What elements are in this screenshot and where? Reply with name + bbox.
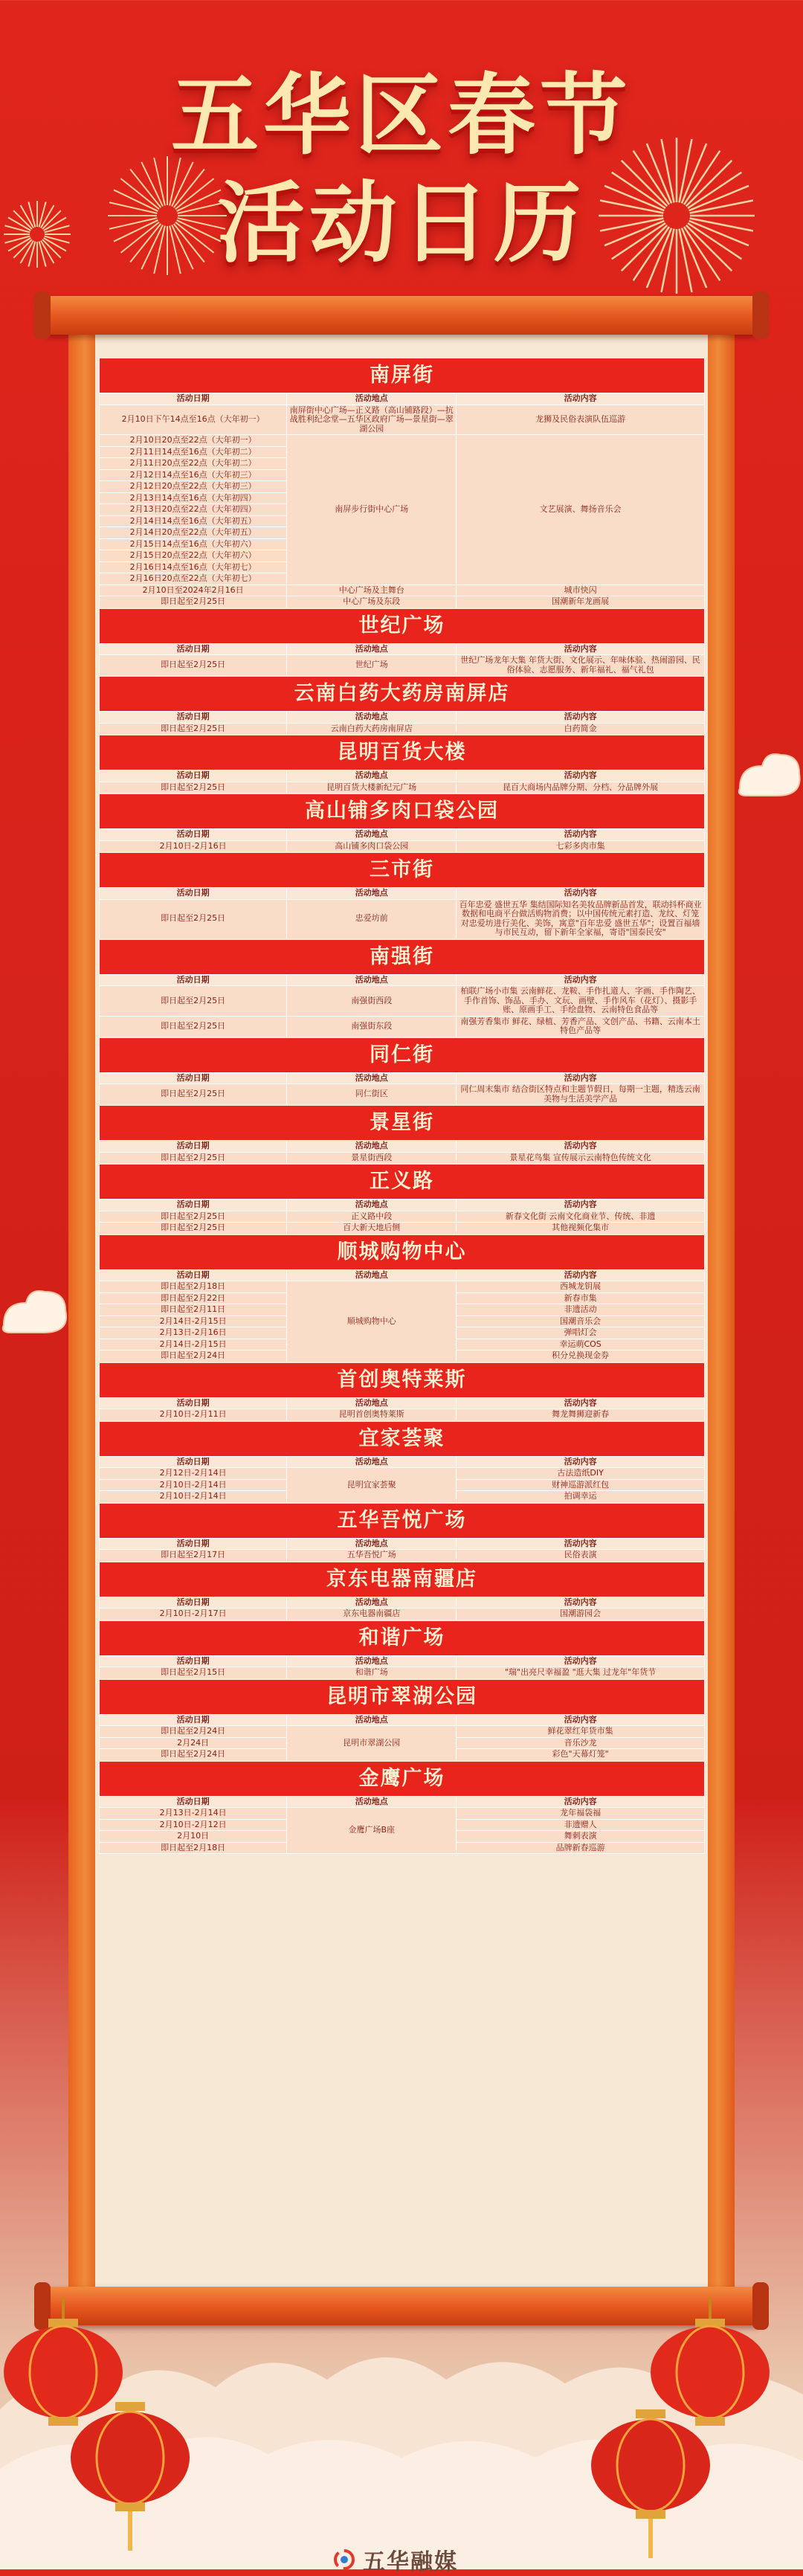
section-title: 南屏街 (100, 358, 705, 393)
activity-place: 中心广场及主舞台 (287, 585, 457, 596)
title-line-1: 五华区春节 (170, 64, 632, 167)
activity-content: "瑞"出亮尺幸福盈 "逛大集 过龙年"年货节 (457, 1667, 705, 1679)
column-header-row (100, 1397, 705, 1409)
section-title: 宜家荟聚 (100, 1421, 705, 1457)
activity-date: 即日起至2月24日 (100, 1726, 287, 1738)
activity-date: 2月14日-2月15日 (100, 1316, 287, 1327)
activity-content: 七彩多肉市集 (457, 840, 705, 852)
table-row (100, 840, 705, 852)
column-header: 活动日期 (100, 1538, 287, 1550)
column-header: 活动日期 (100, 712, 287, 724)
table-row (100, 1808, 705, 1820)
activity-date: 即日起至2月11日 (100, 1304, 287, 1316)
section-title: 金鹰广场 (100, 1761, 705, 1797)
section-title: 正义路 (100, 1164, 705, 1200)
column-header-row (100, 1597, 705, 1609)
column-header: 活动内容 (457, 1714, 705, 1726)
activity-content: 舞龙舞狮迎新春 (457, 1409, 705, 1421)
column-header: 活动地点 (287, 1597, 457, 1609)
calendar-table (99, 357, 705, 1854)
table-row (100, 655, 705, 677)
activity-place: 和谐广场 (287, 1667, 457, 1679)
table-row (100, 1152, 705, 1164)
column-header: 活动日期 (100, 1141, 287, 1153)
column-header-row (100, 643, 705, 655)
activity-content: 鲜花翠红年货市集 (457, 1726, 705, 1738)
section-header-row (100, 1503, 705, 1539)
section-title: 同仁街 (100, 1037, 705, 1073)
section-title: 和谐广场 (100, 1620, 705, 1656)
section-header-row (100, 1620, 705, 1656)
activity-date: 即日起至2月25日 (100, 596, 287, 608)
activity-content: 彩色"天幕灯笼" (457, 1749, 705, 1761)
activity-content: 民俗表演 (457, 1550, 705, 1562)
activity-date: 2月14日20点至22点（大年初五） (100, 527, 287, 539)
section-header-row (100, 735, 705, 770)
activity-place: 中心广场及东段 (287, 596, 457, 608)
column-header: 活动地点 (287, 1397, 457, 1409)
activity-date: 2月13日20点至22点（大年初四） (100, 504, 287, 516)
table-row (100, 782, 705, 793)
activity-content: 昆百大商场内品牌分期、分档、分品牌外展 (457, 782, 705, 793)
section-header-row (100, 939, 705, 975)
activity-content: 国潮新年龙画展 (457, 596, 705, 608)
column-header: 活动内容 (457, 974, 705, 986)
cloud-left (0, 1279, 74, 1350)
column-header: 活动日期 (100, 1796, 287, 1808)
activity-content: 柏联广场小市集 云南鲜花、龙鞍、手作扎道人、字画、手作陶艺、手作首饰、饰品、手办、文玩、画壁、手作风车（花灯）、摄影手账、原画手工、手绘盘物、云南特色食品等 (457, 986, 705, 1017)
table-row (100, 405, 705, 435)
activity-date: 2月10日-2月16日 (100, 840, 287, 852)
column-header: 活动内容 (457, 1796, 705, 1808)
activity-date: 2月10日-2月12日 (100, 1819, 287, 1831)
lantern-left-bottom (67, 2402, 193, 2569)
column-header-row (100, 1072, 705, 1084)
section-header-row (100, 1761, 705, 1797)
cloud-right (732, 744, 803, 811)
table-row (100, 1223, 705, 1234)
table-row (100, 986, 705, 1017)
section-title: 南强街 (100, 939, 705, 975)
section-title: 景星街 (100, 1105, 705, 1141)
column-header: 活动内容 (457, 1200, 705, 1211)
section-header-row (100, 1362, 705, 1398)
activity-place: 忠爱坊前 (287, 899, 457, 939)
activity-date: 即日起至2月25日 (100, 1211, 287, 1223)
table-row (100, 1409, 705, 1421)
column-header: 活动日期 (100, 1397, 287, 1409)
activity-date: 即日起至2月24日 (100, 1350, 287, 1362)
column-header: 活动内容 (457, 712, 705, 724)
column-header-row (100, 1200, 705, 1211)
activity-date: 即日起至2月25日 (100, 655, 287, 677)
table-row (100, 1468, 705, 1480)
column-header: 活动内容 (457, 770, 705, 782)
column-header: 活动日期 (100, 1200, 287, 1211)
brand-icon (333, 2548, 355, 2571)
activity-content: 百年忠爱 盛世五华 集结国际知名美妆品牌新品首发，联动抖杯商业数据和电商平台做活购物消费；以中国传统元素打造、龙纹、灯笼对忠爱坊进行美化、美饰，寓意"百年忠爱 盛世五华"；设置百福墙与市民互动，留下新年全家福，寄语"国泰民安" (457, 899, 705, 939)
activity-date: 2月13日14点至16点（大年初四） (100, 492, 287, 504)
lantern-right-bottom (587, 2409, 714, 2569)
activity-date: 2月24日 (100, 1737, 287, 1749)
table-row (100, 585, 705, 596)
activity-date: 2月16日14点至16点（大年初七） (100, 561, 287, 573)
column-header: 活动内容 (457, 829, 705, 841)
section-header-row (100, 1562, 705, 1597)
activity-date: 2月16日20点至22点（大年初七） (100, 573, 287, 585)
activity-date: 2月11日14点至16点（大年初二） (100, 446, 287, 458)
activity-content: 品牌新春巡游 (457, 1842, 705, 1854)
column-header: 活动地点 (287, 1269, 457, 1281)
column-header: 活动日期 (100, 1072, 287, 1084)
firework-left-small (0, 190, 74, 279)
column-header-row (100, 1655, 705, 1667)
activity-place: 云南白药大药房南屏店 (287, 723, 457, 735)
activity-date: 2月10日20点至22点（大年初一） (100, 435, 287, 447)
activity-content: 文艺展演、舞扬音乐会 (457, 435, 705, 585)
column-header-row (100, 1714, 705, 1726)
activity-date: 2月13日-2月16日 (100, 1327, 287, 1339)
activity-date: 即日起至2月15日 (100, 1667, 287, 1679)
section-header-row (100, 1421, 705, 1457)
section-title: 京东电器南疆店 (100, 1562, 705, 1597)
table-row (100, 596, 705, 608)
activity-place: 南强街西段 (287, 986, 457, 1017)
section-header-row (100, 793, 705, 829)
column-header: 活动日期 (100, 888, 287, 900)
section-header-row (100, 1234, 705, 1270)
column-header-row (100, 1456, 705, 1468)
section-title: 云南白药大药房南屏店 (100, 676, 705, 712)
column-header: 活动日期 (100, 770, 287, 782)
activity-date: 即日起至2月25日 (100, 1223, 287, 1234)
column-header: 活动日期 (100, 829, 287, 841)
activity-date: 2月10日 (100, 1831, 287, 1843)
section-title: 昆明市翠湖公园 (100, 1679, 705, 1715)
activity-content: 南强芳香集市 鲜花、绿植、芳香产品、文创产品、书籍、云南本土特色产品等 (457, 1016, 705, 1037)
activity-date: 即日起至2月25日 (100, 723, 287, 735)
column-header: 活动内容 (457, 1141, 705, 1153)
table-row (100, 1281, 705, 1293)
activity-date: 2月15日20点至22点（大年初六） (100, 550, 287, 562)
activity-date: 即日起至2月25日 (100, 782, 287, 793)
activity-place: 昆明宜家荟聚 (287, 1468, 457, 1503)
table-row (100, 1211, 705, 1223)
activity-date: 2月15日14点至16点（大年初六） (100, 538, 287, 550)
table-row (100, 435, 705, 447)
column-header: 活动地点 (287, 643, 457, 655)
column-header: 活动内容 (457, 888, 705, 900)
column-header: 活动日期 (100, 1456, 287, 1468)
table-row (100, 1550, 705, 1562)
activity-date: 2月12日14点至16点（大年初三） (100, 469, 287, 481)
column-header-row (100, 1269, 705, 1281)
column-header: 活动地点 (287, 1456, 457, 1468)
section-title: 顺城购物中心 (100, 1234, 705, 1270)
activity-place: 南屏街中心广场—正义路（高山铺路段）—抗战胜利纪念堂—五华区政府广场—景星街—翠湖公园 (287, 405, 457, 435)
activity-content: 其他视频化集市 (457, 1223, 705, 1234)
table-row (100, 1726, 705, 1738)
activity-place: 昆明首创奥特莱斯 (287, 1409, 457, 1421)
activity-date: 2月14日-2月15日 (100, 1339, 287, 1350)
activity-date: 即日起至2月18日 (100, 1842, 287, 1854)
activity-date: 即日起至2月25日 (100, 1016, 287, 1037)
column-header: 活动日期 (100, 1714, 287, 1726)
section-header-row (100, 676, 705, 712)
section-header-row (100, 1105, 705, 1141)
activity-place: 昆明百货大楼新纪元广场 (287, 782, 457, 793)
table-row (100, 1016, 705, 1037)
activity-content: 同仁周末集市 结合街区特点和主题节假日，每期一主题，精选云南美物与生活美学产品 (457, 1084, 705, 1106)
section-header-row (100, 1037, 705, 1073)
activity-place: 顺城购物中心 (287, 1281, 457, 1362)
activity-content: 龙狮及民俗表演队伍巡游 (457, 405, 705, 435)
column-header: 活动地点 (287, 770, 457, 782)
column-header-row (100, 393, 705, 405)
activity-place: 金鹰广场B座 (287, 1808, 457, 1854)
column-header: 活动地点 (287, 974, 457, 986)
column-header: 活动地点 (287, 1141, 457, 1153)
activity-content: 积分兑换现金券 (457, 1350, 705, 1362)
activity-content: 拍调幸运 (457, 1491, 705, 1503)
column-header: 活动内容 (457, 1456, 705, 1468)
column-header: 活动地点 (287, 829, 457, 841)
activity-date: 2月10日-2月14日 (100, 1479, 287, 1491)
activity-date: 2月11日20点至22点（大年初二） (100, 458, 287, 470)
activity-content: 财神巡游派红包 (457, 1479, 705, 1491)
activity-content: 舞刺表演 (457, 1831, 705, 1843)
section-header-row (100, 608, 705, 644)
section-title: 三市街 (100, 852, 705, 888)
column-header: 活动地点 (287, 1538, 457, 1550)
section-header-row (100, 852, 705, 888)
activity-date: 即日起至2月18日 (100, 1281, 287, 1293)
section-title: 首创奥特莱斯 (100, 1362, 705, 1398)
column-header: 活动地点 (287, 1200, 457, 1211)
activity-place: 景星街西段 (287, 1152, 457, 1164)
column-header-row (100, 888, 705, 900)
activity-place: 昆明市翠湖公园 (287, 1726, 457, 1761)
activity-calendar (99, 357, 705, 1854)
section-title: 五华吾悦广场 (100, 1503, 705, 1539)
section-header-row (100, 358, 705, 393)
column-header: 活动日期 (100, 1269, 287, 1281)
column-header-row (100, 974, 705, 986)
footer-logo (333, 2543, 458, 2576)
activity-content: 新春市集 (457, 1292, 705, 1304)
activity-content: 世纪广场龙年大集 年货大街、文化展示、年味体验、热闹游园、民俗体验、志愿服务、新年福礼、福气礼包 (457, 655, 705, 677)
activity-content: 非遗活动 (457, 1304, 705, 1316)
activity-content: 非遗赠人 (457, 1819, 705, 1831)
section-header-row (100, 1679, 705, 1715)
firework-right (595, 134, 758, 297)
activity-place: 南强街东段 (287, 1016, 457, 1037)
activity-date: 即日起至2月22日 (100, 1292, 287, 1304)
activity-date: 2月10日至2024年2月16日 (100, 585, 287, 596)
activity-content: 国潮游园会 (457, 1609, 705, 1620)
activity-date: 2月12日20点至22点（大年初三） (100, 481, 287, 493)
column-header-row (100, 1796, 705, 1808)
column-header: 活动地点 (287, 1796, 457, 1808)
firework-left (104, 152, 230, 279)
activity-date: 即日起至2月25日 (100, 899, 287, 939)
column-header: 活动内容 (457, 1269, 705, 1281)
column-header: 活动日期 (100, 974, 287, 986)
column-header-row (100, 1538, 705, 1550)
column-header: 活动日期 (100, 393, 287, 405)
activity-place: 五华吾悦广场 (287, 1550, 457, 1562)
column-header-row (100, 770, 705, 782)
column-header-row (100, 1141, 705, 1153)
activity-date: 2月14日14点至16点（大年初五） (100, 515, 287, 527)
activity-date: 即日起至2月25日 (100, 1084, 287, 1106)
title-line-2: 活动日历 (216, 172, 586, 274)
table-row (100, 723, 705, 735)
column-header: 活动地点 (287, 1072, 457, 1084)
activity-place: 南屏步行街中心广场 (287, 435, 457, 585)
column-header-row (100, 829, 705, 841)
section-title: 昆明百货大楼 (100, 735, 705, 770)
activity-place: 京东电器南疆店 (287, 1609, 457, 1620)
column-header: 活动内容 (457, 643, 705, 655)
table-row (100, 1667, 705, 1679)
column-header: 活动内容 (457, 1538, 705, 1550)
activity-content: 白药简金 (457, 723, 705, 735)
column-header: 活动地点 (287, 712, 457, 724)
activity-date: 2月10日-2月14日 (100, 1491, 287, 1503)
scroll-rod-top (42, 296, 761, 335)
column-header: 活动内容 (457, 1597, 705, 1609)
table-row (100, 1609, 705, 1620)
activity-date: 2月10日-2月11日 (100, 1409, 287, 1421)
column-header: 活动地点 (287, 1655, 457, 1667)
activity-date: 2月10日-2月17日 (100, 1609, 287, 1620)
activity-place: 世纪广场 (287, 655, 457, 677)
column-header: 活动日期 (100, 643, 287, 655)
column-header: 活动地点 (287, 1714, 457, 1726)
activity-date: 2月13日-2月14日 (100, 1808, 287, 1820)
column-header: 活动地点 (287, 393, 457, 405)
table-row (100, 899, 705, 939)
column-header: 活动日期 (100, 1597, 287, 1609)
column-header-row (100, 712, 705, 724)
column-header: 活动内容 (457, 1072, 705, 1084)
activity-content: 古法造纸DIY (457, 1468, 705, 1480)
activity-date: 2月12日-2月14日 (100, 1468, 287, 1480)
column-header: 活动内容 (457, 1397, 705, 1409)
activity-content: 西城龙钥展 (457, 1281, 705, 1293)
footer-brand: 五华融媒 (363, 2549, 458, 2575)
section-title: 世纪广场 (100, 608, 705, 644)
activity-date: 即日起至2月24日 (100, 1749, 287, 1761)
activity-content: 景星花鸟集 宣传展示云南特色传统文化 (457, 1152, 705, 1164)
activity-date: 即日起至2月25日 (100, 986, 287, 1017)
activity-place: 同仁街区 (287, 1084, 457, 1106)
activity-content: 龙年福袋福 (457, 1808, 705, 1820)
activity-content: 国潮音乐会 (457, 1316, 705, 1327)
column-header: 活动内容 (457, 1655, 705, 1667)
activity-date: 即日起至2月25日 (100, 1152, 287, 1164)
table-row (100, 1084, 705, 1106)
section-title: 高山铺多肉口袋公园 (100, 793, 705, 829)
activity-date: 即日起至2月17日 (100, 1550, 287, 1562)
activity-content: 新春文化街 云南文化商业节、传统、非遗 (457, 1211, 705, 1223)
activity-date: 2月10日下午14点至16点（大年初一） (100, 405, 287, 435)
activity-content: 音乐沙龙 (457, 1737, 705, 1749)
activity-place: 高山铺多肉口袋公园 (287, 840, 457, 852)
activity-place: 正义路中段 (287, 1211, 457, 1223)
activity-content: 城市快闪 (457, 585, 705, 596)
activity-place: 百大新天地后侧 (287, 1223, 457, 1234)
activity-content: 弹唱灯会 (457, 1327, 705, 1339)
column-header: 活动日期 (100, 1655, 287, 1667)
column-header: 活动内容 (457, 393, 705, 405)
section-header-row (100, 1164, 705, 1200)
column-header: 活动地点 (287, 888, 457, 900)
activity-content: 幸运萌COS (457, 1339, 705, 1350)
